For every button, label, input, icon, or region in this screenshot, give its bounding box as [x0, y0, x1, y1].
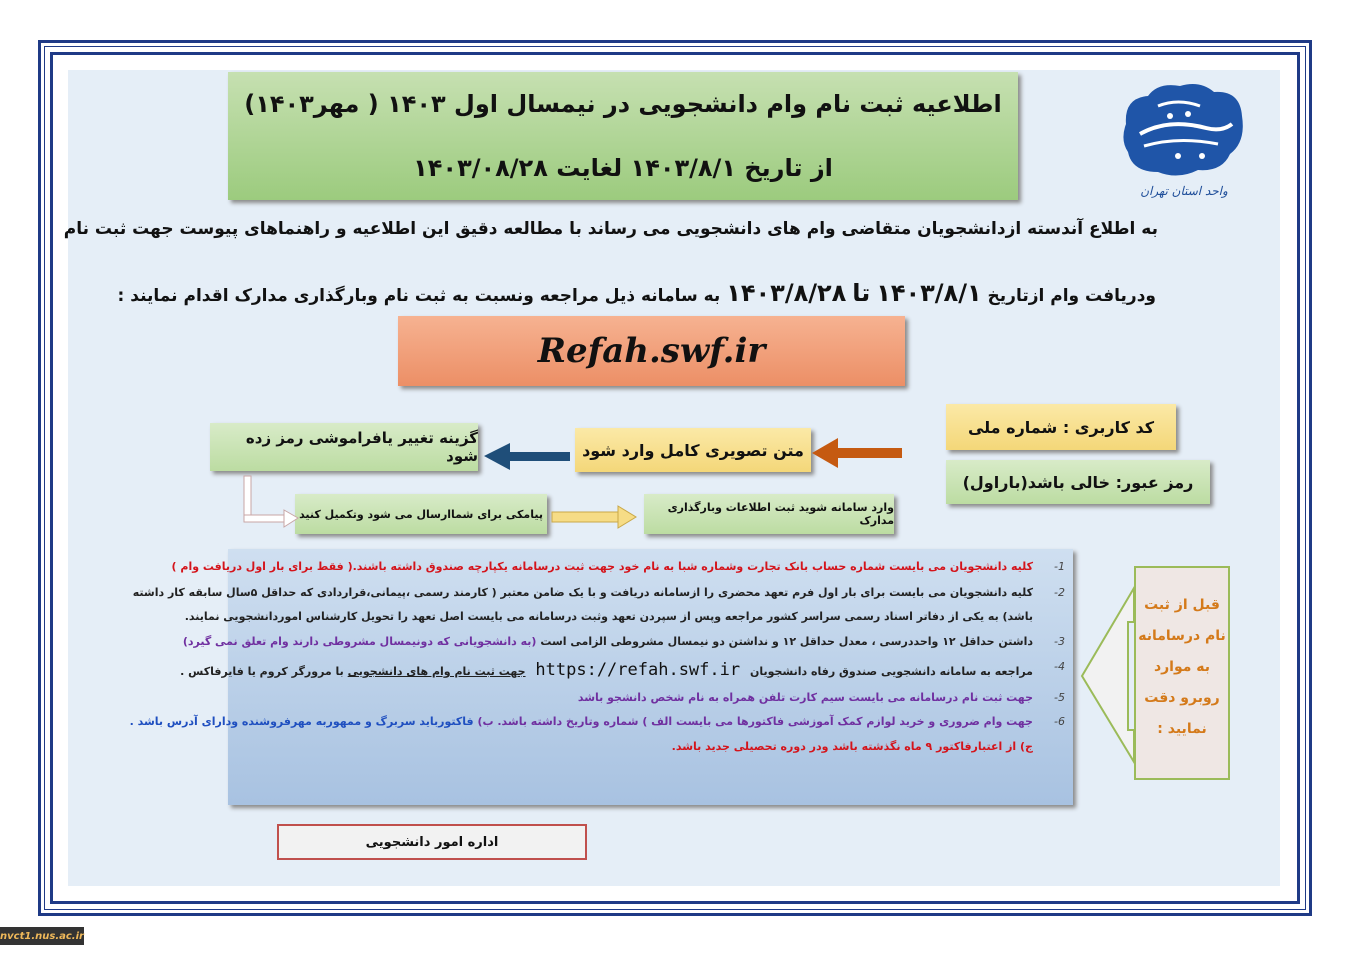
rule-item-4: 4- مراجعه به سامانه دانشجویی صندوق رفاه دانشجویان https://refah.swf.ir جهت ثبت نام وام های دانشجویی با مرورگر کروم یا فایرفاکس .: [180, 660, 1065, 680]
rule-item-6: 6- جهت وام ضروری و خرید لوازم کمک آموزشی فاکتورها می بایست الف ) شماره وتاریخ داشته باشد. ب) فاکتورباید سربرگ و ممهوربه مهرفروشنده ودارای آدرس باشد .: [129, 715, 1065, 728]
refah-url-text[interactable]: Refah.swf.ir: [537, 331, 766, 371]
side-note: قبل از ثبت نام درسامانه به موارد روبرو دقت نمایید :: [1134, 566, 1230, 780]
title-line-2: از تاریخ ۱۴۰۳/۸/۱ لغایت ۱۴۰۳/۰۸/۲۸: [413, 154, 833, 182]
student-affairs-office: اداره امور دانشجویی: [277, 824, 587, 860]
captcha-step: متن تصویری کامل وارد شود: [575, 428, 811, 472]
rules-box: [129, 549, 1073, 805]
rule-item-6-continued: ج) از اعتبارفاکتور ۹ ماه نگذشته باشد ودر دوره تحصیلی جدید باشد.: [671, 740, 1033, 753]
refah-link[interactable]: https://refah.swf.ir: [535, 660, 741, 680]
sms-step: پیامکی برای شماارسال می شود وتکمیل کنید: [295, 494, 547, 534]
intro-line-2: [118, 279, 1156, 307]
date-from: ۱۴۰۳/۸/۱: [876, 279, 982, 307]
logo-subtitle: واحد استان تهران: [1140, 184, 1228, 198]
title-line-1: اطلاعیه ثبت نام وام دانشجویی در نیمسال اول ۱۴۰۳ ( مهر۱۴۰۳): [244, 90, 1002, 118]
intro-line-1: به اطلاع آندسته ازدانشجویان متقاضی وام های دانشجویی می رساند با مطالعه دقیق این اطلاعیه و راهنماهای پیوست جهت ثبت نام: [63, 219, 1158, 239]
enter-system-step: وارد سامانه شوید ثبت اطلاعات وبارگذاری مدارک: [644, 494, 894, 534]
refah-url-banner[interactable]: [398, 316, 905, 386]
title-banner: [228, 72, 1018, 200]
rule-item-2-continued: باشد) به یکی از دفاتر اسناد رسمی سراسر کشور مراجعه وپس از سپردن تعهد وثبت درسامانه می بایست اصل تعهد را تحویل کارشناس اموردانشجویی نمایند.: [184, 610, 1033, 623]
to-word: تا: [852, 279, 871, 307]
logo-icon: [1118, 76, 1248, 186]
username-step: کد کاربری : شماره ملی: [946, 404, 1176, 450]
intro-end: به سامانه ذیل مراجعه ونسبت به ثبت نام وبارگذاری مدارک اقدام نمایند :: [117, 286, 721, 306]
rule-item-3: 3- داشتن حداقل ۱۲ واحددرسی ، معدل حداقل ۱۲ و نداشتن دو نیمسال مشروطی الزامی است (به دانشجویانی که دونیمسال مشروطی دارند وام تعلق نمی گیرد): [182, 635, 1065, 648]
date-to: ۱۴۰۳/۸/۲۸: [726, 279, 847, 307]
rule-item-1: 1- کلیه دانشجویان می بایست شماره حساب بانک تجارت وشماره شبا به نام خود جهت ثبت درسامانه یکپارچه صندوق داشته باشند.( فقط برای بار اول دریافت وام ): [171, 560, 1065, 573]
rule-item-5: 5- جهت ثبت نام درسامانه می بایست سیم کارت تلفن همراه به نام شخص دانشجو باشد: [577, 691, 1065, 704]
intro-start: ودریافت وام ازتاریخ: [987, 286, 1156, 306]
password-step: رمز عبور: خالی باشد(باراول): [946, 460, 1210, 504]
rule-item-2: 2- کلیه دانشجویان می بایست برای بار اول فرم تعهد محضری را ازسامانه دریافت و با یک ضامن معتبر ( کارمند رسمی ،پیمانی،قراردادی که حداقل ۵سال سابقه کار داشته: [132, 586, 1065, 599]
forgot-password-step: گزینه تغییر یافراموشی رمز زده شود: [210, 423, 478, 471]
site-watermark: nvct1.nus.ac.ir: [0, 927, 84, 945]
